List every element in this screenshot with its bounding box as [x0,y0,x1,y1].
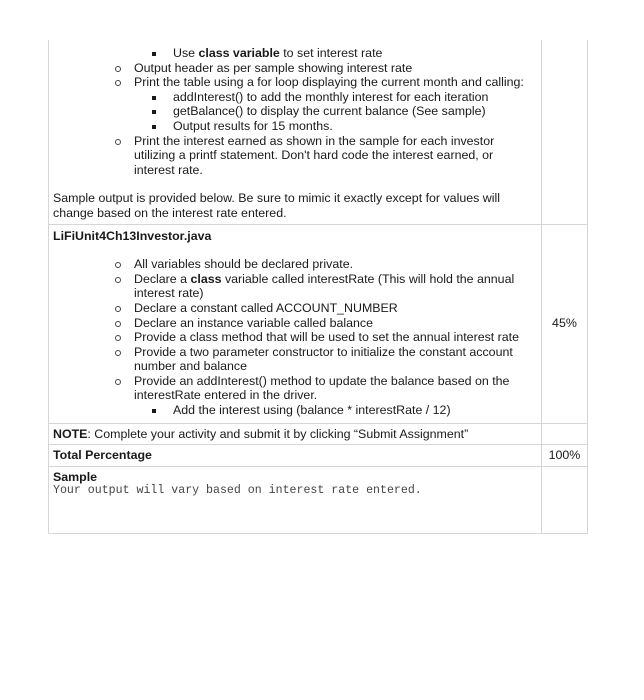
driver-requirements-row [49,40,588,224]
circle-bullet-icon [115,374,121,391]
investor-percentage: 45% [552,316,577,331]
note-percentage-cell [541,423,587,445]
note-text: : Complete your activity and submit it by clicking “Submit Assignment” [87,426,469,441]
list-item: Add the interest using (balance * interestRate / 12) [53,403,537,418]
investor-requirements-cell [49,224,542,423]
circle-bullet-icon [115,345,121,362]
list-item: addInterest() to add the monthly interest for each iteration [53,90,537,105]
total-label-cell [49,445,542,467]
circle-bullet-icon [115,272,121,289]
list-item: Use class variable to set interest rate [53,46,537,61]
sample-output-text: Your output will vary based on interest rate entered. [53,484,422,498]
sample-row [49,466,588,533]
list-item: Declare a constant called ACCOUNT_NUMBER [53,301,537,316]
list-item: Provide a class method that will be used to set the annual interest rate [53,330,537,345]
total-percentage: 100% [548,448,581,463]
note-label: NOTE [53,426,88,441]
list-item: All variables should be declared private. [53,257,537,272]
total-row [49,445,588,467]
square-bullet-icon [152,104,156,119]
list-item: Print the interest earned as shown in the sample for each investor utilizing a printf statement. Don't hard code the interest earned, or interest rate. [53,134,537,178]
driver-requirements-cell [49,40,542,224]
driver-requirements-list [53,46,537,177]
list-item: Declare an instance variable called balance [53,316,537,331]
list-item: getBalance() to display the current balance (See sample) [53,104,537,119]
sample-percentage-cell [541,466,587,533]
investor-percentage-cell [541,224,587,423]
list-item: Declare a class variable called interestRate (This will hold the annual interest rate) [53,272,537,301]
note-row [49,423,588,445]
sample-cell [49,466,542,533]
square-bullet-icon [152,90,156,105]
investor-file-title: LiFiUnit4Ch13Investor.java [53,228,212,243]
rubric-table [48,40,588,534]
total-percentage-cell [541,445,587,467]
driver-percentage-cell [541,40,587,224]
sample-note: Sample output is provided below. Be sure to mimic it exactly except for values will change based on the interest rate entered. [53,191,500,220]
list-item: Provide an addInterest() method to update the balance based on the interestRate entered in the driver. [53,374,537,403]
list-item: Output header as per sample showing interest rate [53,61,537,76]
investor-requirements-row [49,224,588,423]
square-bullet-icon [152,119,156,134]
note-cell [49,423,542,445]
sample-label: Sample [53,469,98,484]
investor-requirements-list [53,257,537,418]
circle-bullet-icon [115,134,121,151]
list-item: Output results for 15 months. [53,119,537,134]
square-bullet-icon [152,403,156,418]
square-bullet-icon [152,46,156,61]
list-item: Print the table using a for loop displaying the current month and calling: [53,75,537,90]
total-label: Total Percentage [53,448,152,463]
list-item: Provide a two parameter constructor to initialize the constant account number and balance [53,345,537,374]
